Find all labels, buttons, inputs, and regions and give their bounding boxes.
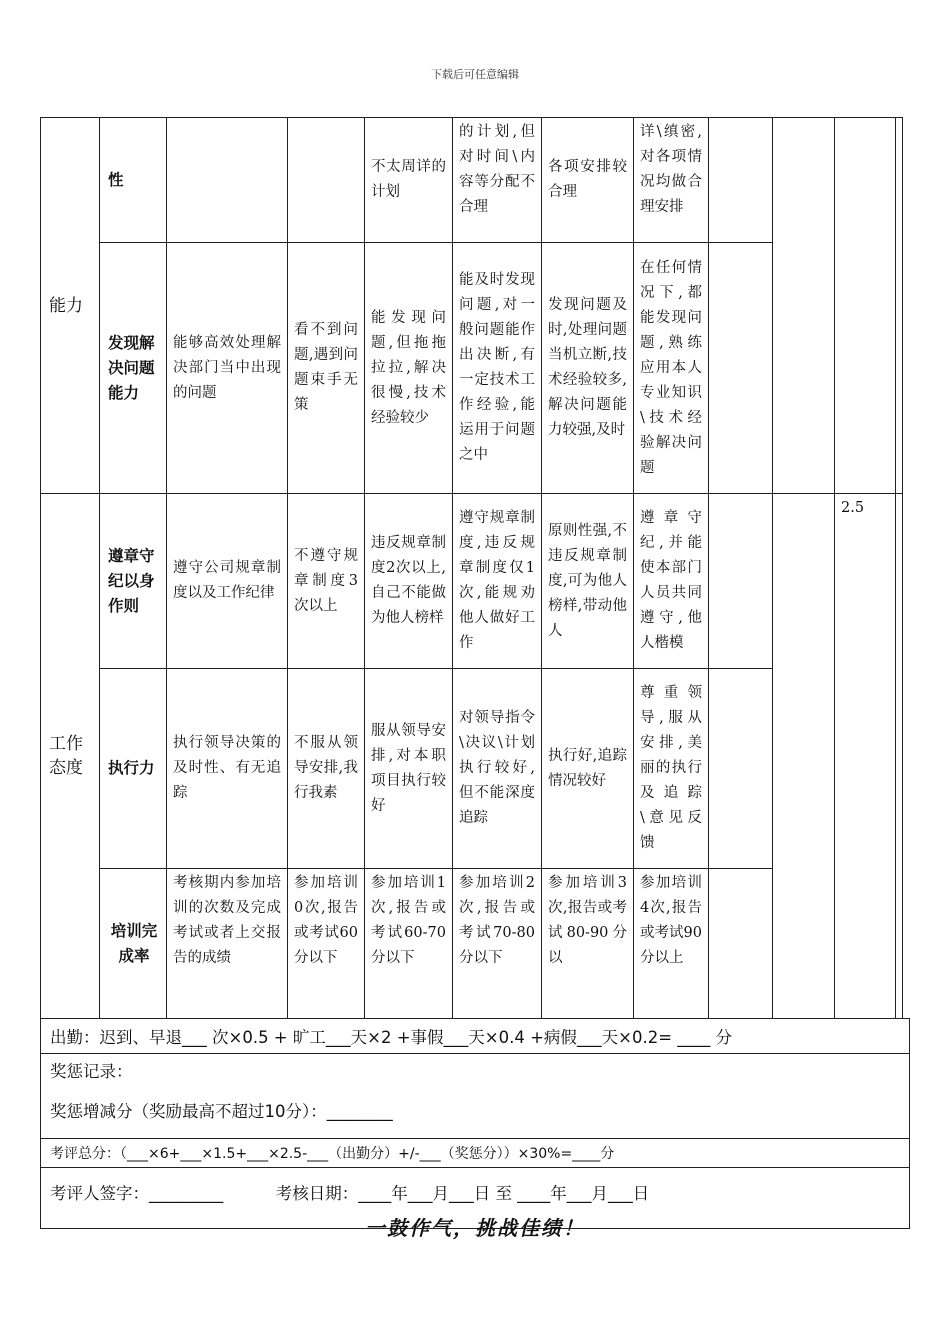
subtotal-cell <box>773 118 835 494</box>
category-ability: 能力 <box>41 118 100 494</box>
table-row <box>41 118 903 243</box>
level1-cell <box>288 118 365 243</box>
score-cell <box>709 869 773 1019</box>
level4-cell: 参加培训3次,报告或考试80-90分以 <box>542 869 634 1019</box>
evaluation-table <box>40 117 903 1019</box>
weight-value: 2.5 <box>835 494 896 1019</box>
score-cell <box>709 669 773 869</box>
level3-cell: 能及时发现问题,对一般问题能作出决断,有一定技术工作经验,能运用于问题之中 <box>453 243 542 494</box>
signature-line: 考评人签字：_________ 考核日期：____年___月___日 至 ____年___月___日 <box>41 1168 910 1229</box>
item-discipline: 遵章守纪以身作则 <box>100 494 167 669</box>
level4-cell: 执行好,追踪情况较好 <box>542 669 634 869</box>
level4-cell: 各项安排较合理 <box>542 118 634 243</box>
item-planning: 性 <box>100 118 167 243</box>
attendance-line: 出勤：迟到、早退___ 次×0.5 + 旷工___天×2 +事假___天×0.4 +病假___天×0.2= ____ 分 <box>41 1019 910 1054</box>
standard-cell: 执行领导决策的及时性、有无追踪 <box>167 669 288 869</box>
item-execution: 执行力 <box>100 669 167 869</box>
reward-label: 奖惩记录： <box>50 1062 133 1081</box>
level2-cell: 参加培训1次,报告或考试60-70分以下 <box>365 869 453 1019</box>
level1-cell: 不服从领导安排,我行我素 <box>288 669 365 869</box>
standard-cell: 考核期内参加培训的次数及完成考试或者上交报告的成绩 <box>167 869 288 1019</box>
edge-cell <box>896 494 903 1019</box>
score-cell <box>709 494 773 669</box>
total-score-line: 考评总分：（___×6+___×1.5+___×2.5-___（出勤分）+/-___（奖惩分））×30%=____分 <box>41 1139 910 1168</box>
level4-cell: 发现问题及时,处理问题当机立断,技术经验较多,解决问题能力较强,及时 <box>542 243 634 494</box>
item-problem-solving: 发现解决问题能力 <box>100 243 167 494</box>
level2-cell: 服从领导安排,对本职项目执行较好 <box>365 669 453 869</box>
score-cell <box>709 243 773 494</box>
standard-cell: 遵守公司规章制度以及工作纪律 <box>167 494 288 669</box>
score-cell <box>709 118 773 243</box>
level3-cell: 的计划,但对时间\内容等分配不合理 <box>453 118 542 243</box>
page-header-note: 下载后可任意编辑 <box>431 68 519 81</box>
item-training: 培训完成率 <box>100 869 167 1019</box>
level5-cell: 参加培训4次,报告或考试90分以上 <box>634 869 709 1019</box>
level3-cell: 参加培训2次,报告或考试70-80分以下 <box>453 869 542 1019</box>
level1-cell: 参加培训0次,报告或考试60分以下 <box>288 869 365 1019</box>
standard-cell <box>167 118 288 243</box>
level3-cell: 遵守规章制度,违反规章制度仅1次,能规劝他人做好工作 <box>453 494 542 669</box>
level1-cell: 不遵守规章制度3次以上 <box>288 494 365 669</box>
table-row <box>41 494 903 669</box>
level1-cell: 看不到问题,遇到问题束手无策 <box>288 243 365 494</box>
level5-cell: 详\缜密,对各项情况均做合理安排 <box>634 118 709 243</box>
standard-cell: 能够高效处理解决部门当中出现的问题 <box>167 243 288 494</box>
level5-cell: 尊重领导,服从安排,美丽的执行及追踪\意见反馈 <box>634 669 709 869</box>
level5-cell: 在任何情况下,都能发现问题,熟练应用本人专业知识\技术经验解决问题 <box>634 243 709 494</box>
category-attitude: 工作态度 <box>41 494 100 1019</box>
summary-table <box>40 1018 910 1229</box>
level5-cell: 遵章守纪,并能使本部门人员共同遵守,他人楷模 <box>634 494 709 669</box>
slogan: 一鼓作气，挑战佳绩！ <box>365 1216 585 1240</box>
level4-cell: 原则性强,不违反规章制度,可为他人榜样,带动他人 <box>542 494 634 669</box>
reward-record <box>41 1054 910 1139</box>
level2-cell: 能发现问题,但拖拖拉拉,解决很慢,技术经验较少 <box>365 243 453 494</box>
edge-cell <box>896 118 903 494</box>
reward-adjust: 奖惩增减分（奖励最高不超过10分）：________ <box>50 1102 393 1121</box>
level2-cell: 不太周详的计划 <box>365 118 453 243</box>
level3-cell: 对领导指令\决议\计划执行较好,但不能深度追踪 <box>453 669 542 869</box>
weight-cell <box>835 118 896 494</box>
subtotal-cell <box>773 494 835 1019</box>
level2-cell: 违反规章制度2次以上,自己不能做为他人榜样 <box>365 494 453 669</box>
